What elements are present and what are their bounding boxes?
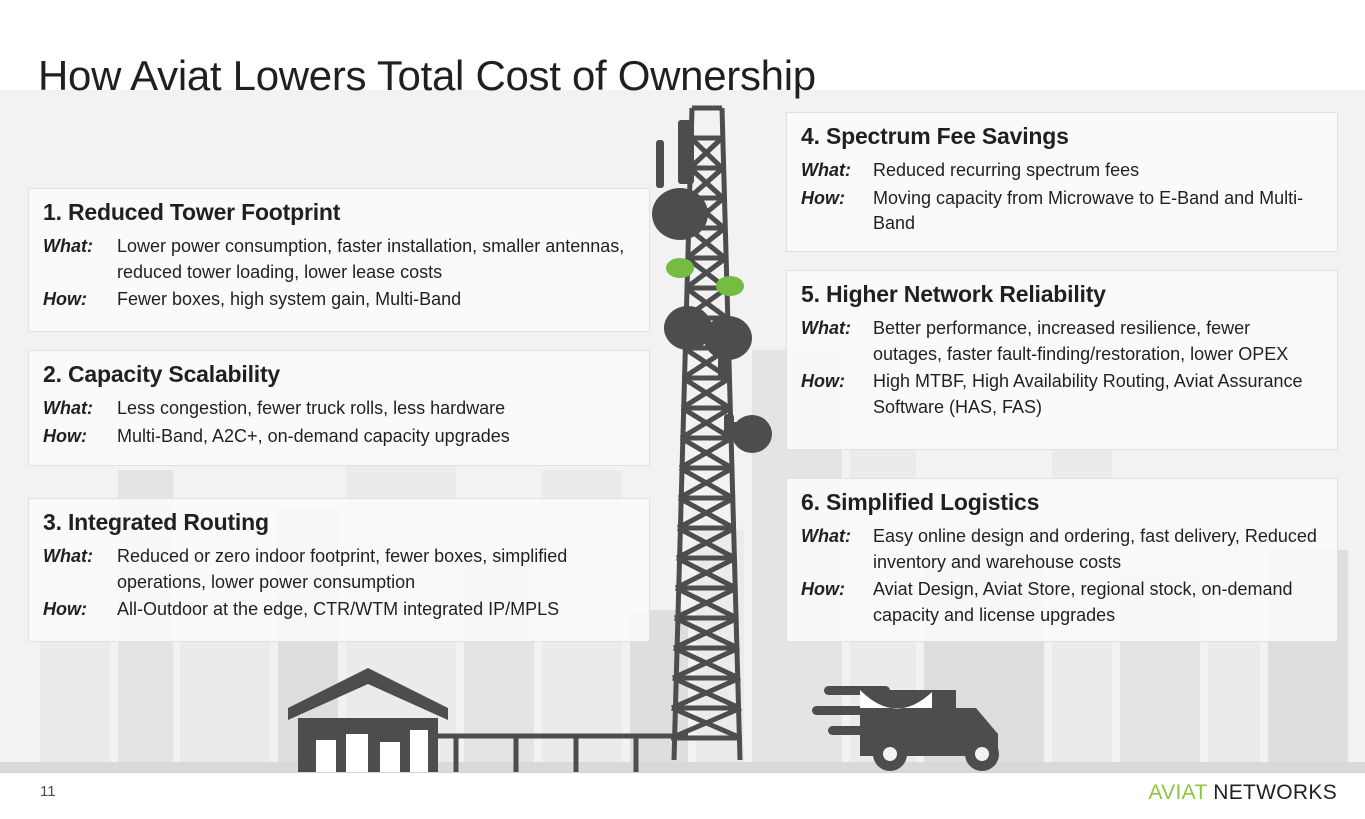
how-value: Moving capacity from Microwave to E-Band and Multi-Band [873,187,1304,234]
card-capacity-scalability [28,350,650,466]
page-title: How Aviat Lowers Total Cost of Ownership [38,52,816,100]
card-what-row [43,234,635,285]
what-value: Less congestion, fewer truck rolls, less hardware [117,398,506,418]
card-heading: 3. Integrated Routing [43,509,269,535]
card-heading: 4. Spectrum Fee Savings [801,123,1069,149]
card-how-row [43,597,635,623]
how-label: How: [43,289,87,310]
what-label: What: [43,236,93,256]
how-value: High MTBF, High Availability Routing, Aviat Assurance Software (HAS, FAS) [873,371,1303,417]
what-label: What: [801,318,851,338]
card-how-row [801,577,1323,628]
how-label: How: [801,579,845,600]
what-value: Easy online design and ordering, fast delivery, Reduced inventory and warehouse costs [873,526,1317,572]
card-reduced-tower-footprint [28,188,650,332]
card-simplified-logistics [786,478,1338,642]
brand-logo [1148,781,1337,805]
delivery-truck-illustration [812,672,1042,772]
how-label: How: [801,371,845,392]
card-what-row [801,316,1323,367]
how-value: Fewer boxes, high system gain, Multi-Band [117,289,462,310]
brand-primary: AVIAT [1148,781,1208,804]
card-heading: 2. Capacity Scalability [43,361,281,387]
what-value: Reduced or zero indoor footprint, fewer boxes, simplified operations, lower power consumption [117,546,568,592]
card-heading: 1. Reduced Tower Footprint [43,199,341,225]
brand-secondary: NETWORKS [1213,781,1337,804]
how-label: How: [801,187,845,208]
warehouse-illustration [270,668,690,772]
how-label: How: [43,599,87,620]
how-value: Aviat Design, Aviat Store, regional stock, on-demand capacity and license upgrades [873,579,1293,625]
card-what-row [43,544,635,595]
card-what-row [801,524,1323,575]
how-value: All-Outdoor at the edge, CTR/WTM integrated IP/MPLS [117,599,560,620]
card-how-row [801,186,1323,237]
card-higher-network-reliability [786,270,1338,450]
what-label: What: [801,526,851,546]
card-what-row [801,158,1323,184]
what-value: Reduced recurring spectrum fees [873,160,1140,180]
what-label: What: [43,398,93,418]
card-heading: 6. Simplified Logistics [801,489,1040,515]
card-how-row [801,369,1323,420]
page-number: 11 [40,783,56,800]
card-what-row [43,396,635,422]
what-value: Lower power consumption, faster installation, smaller antennas, reduced tower loading, lower lease costs [117,236,625,282]
what-label: What: [801,160,851,180]
card-how-row [43,287,635,313]
how-value: Multi-Band, A2C+, on-demand capacity upgrades [117,425,510,446]
card-how-row [43,424,635,450]
card-spectrum-fee-savings [786,112,1338,252]
what-label: What: [43,546,93,566]
footer-divider [0,772,1365,773]
card-heading: 5. Higher Network Reliability [801,281,1106,307]
what-value: Better performance, increased resilience, fewer outages, faster fault-finding/restoration, lower OPEX [873,318,1289,364]
how-label: How: [43,425,87,446]
card-integrated-routing [28,498,650,642]
